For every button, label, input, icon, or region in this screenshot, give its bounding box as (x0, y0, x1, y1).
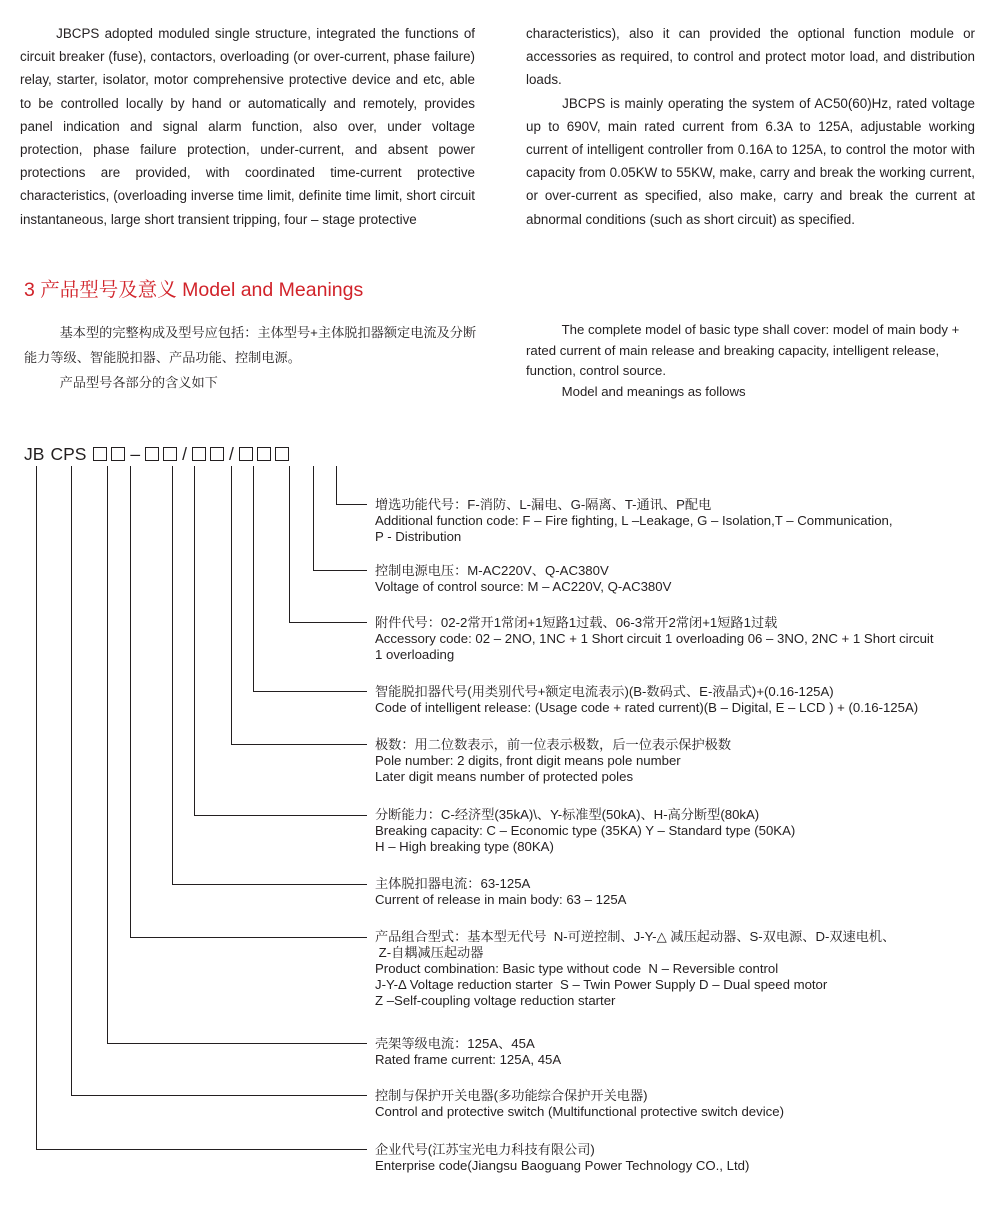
desc-line: 智能脱扣器代号(用类别代号+额定电流表示)(B-数码式、E-液晶式)+(0.16-125A) (375, 684, 834, 699)
desc-line: Additional function code: F – Fire fighting, L –Leakage, G – Isolation,T – Communication, (375, 513, 893, 528)
paragraph: characteristics), also it can provided the optional function module or accessories as required, to control and protect motor load, and distribution loads. (526, 26, 975, 88)
connector-combination (131, 466, 368, 938)
desc-line: 壳架等级电流：125A、45A (375, 1036, 535, 1051)
desc-combination (375, 929, 975, 1009)
desc-line: Control and protective switch (Multifunctional protective switch device) (375, 1104, 784, 1119)
connector-intelligent-release (254, 466, 368, 692)
connector-breaking-capacity (195, 466, 368, 816)
connector-control-voltage (314, 466, 368, 571)
desc-line: 主体脱扣器电流：63-125A (375, 876, 531, 891)
desc-additional-function (375, 497, 975, 545)
section-heading: 3 产品型号及意义 Model and Meanings (24, 279, 364, 301)
model-prefix-jb: JB (24, 443, 45, 464)
desc-line: 增选功能代号：F-消防、L-漏电、G-隔离、T-通讯、P配电 (375, 497, 712, 512)
desc-line: Voltage of control source: M – AC220V, Q-AC380V (375, 579, 672, 594)
paragraph: JBCPS is mainly operating the system of AC50(60)Hz, rated voltage up to 690V, main rated current from 6.3A to 125A, adjustable working current of intelligent controller from 0.16A to 125A, to control the motor with capacity from 0.05KW to 55KW, make, carry and break the working current, or over-current as specified, also make, carry and break the current at abnormal conditions (such as short circuit) as specified. (526, 95, 975, 227)
desc-line: 分断能力：C-经济型(35kA)\、Y-标准型(50kA)、H-高分断型(80kA) (375, 807, 760, 822)
desc-line: 产品组合型式：基本型无代号 N-可逆控制、J-Y-△ 减压起动器、S-双电源、D-双速电机、 (375, 929, 896, 944)
intro-en-line: The complete model of basic type shall cover: model of main body + rated current of main release and breaking capacity, intelligent release, function, control source. (526, 322, 960, 378)
desc-release-current (375, 876, 975, 908)
desc-intelligent-release (375, 684, 975, 716)
desc-line: Breaking capacity: C – Economic type (35KA) Y – Standard type (50KA) (375, 823, 796, 838)
desc-line: Current of release in main body: 63 – 125A (375, 892, 627, 907)
desc-line: J-Y-Δ Voltage reduction starter S – Twin Power Supply D – Dual speed motor (375, 977, 828, 992)
paragraph: JBCPS adopted moduled single structure, integrated the functions of circuit breaker (fuse), contactors, overloading (or over-current, phase failure) relay, starter, isolator, motor comprehensive protective device and etc, able to be controlled locally by hand or automatically and remotely, provides panel indication and signal alarm function, also over, under voltage protection, phase failure protection, under-current, and absent power protections are provided, with coordinated time-current protective characteristics, (overloading inverse time limit, definite time limit, short circuit instantaneous, large short transient tripping, four – stage protective (20, 26, 475, 227)
connector-pole-number (232, 466, 368, 745)
connector-additional-function (337, 466, 368, 505)
desc-line: Product combination: Basic type without code N – Reversible control (375, 961, 779, 976)
desc-control-protective-switch (375, 1088, 975, 1120)
desc-frame-current (375, 1036, 975, 1068)
desc-line: 附件代号：02-2常开1常闭+1短路1过载、06-3常开2常闭+1短路1过载 (375, 615, 778, 630)
desc-breaking-capacity (375, 807, 975, 855)
desc-line: Accessory code: 02 – 2NO, 1NC + 1 Short circuit 1 overloading 06 – 3NO, 2NC + 1 Short circuit (375, 631, 934, 646)
desc-line: Later digit means number of protected poles (375, 769, 634, 784)
connector-frame-current (108, 466, 368, 1044)
desc-line: 控制电源电压：M-AC220V、Q-AC380V (375, 563, 609, 578)
desc-accessory (375, 615, 975, 663)
desc-line: Z-自耦减压起动器 (375, 945, 484, 960)
connector-release-current (173, 466, 368, 885)
desc-control-voltage (375, 563, 975, 595)
connector-cps (72, 466, 368, 1096)
desc-pole-number (375, 737, 975, 785)
intro-zh-line: 产品型号各部分的含义如下 (59, 375, 218, 390)
code-slash: / (229, 443, 234, 464)
desc-line: H – High breaking type (80KA) (375, 839, 554, 854)
connector-enterprise (37, 466, 368, 1150)
desc-line: Pole number: 2 digits, front digit means pole number (375, 753, 681, 768)
desc-line: Code of intelligent release: (Usage code + rated current)(B – Digital, E – LCD ) + (0.16-125A) (375, 700, 919, 715)
connector-accessory (290, 466, 368, 623)
code-dash: – (130, 443, 141, 464)
desc-line: P - Distribution (375, 529, 462, 544)
code-slash: / (182, 443, 188, 464)
intro-zh-line: 基本型的完整构成及型号应包括：主体型号+主体脱扣器额定电流及分断能力等级、智能脱扣器、产品功能、控制电源。 (24, 325, 477, 365)
desc-line: 1 overloading (375, 647, 455, 662)
desc-enterprise-code (375, 1142, 975, 1174)
model-prefix-cps: CPS (50, 443, 87, 464)
desc-line: Z –Self-coupling voltage reduction starter (375, 993, 616, 1008)
desc-line: 企业代号(江苏宝光电力科技有限公司) (375, 1142, 595, 1157)
desc-line: Enterprise code(Jiangsu Baoguang Power Technology CO., Ltd) (375, 1158, 750, 1173)
desc-line: Rated frame current: 125A, 45A (375, 1052, 562, 1067)
desc-line: 控制与保护开关电器(多功能综合保护开关电器) (375, 1088, 648, 1103)
intro-en-line: Model and meanings as follows (561, 383, 746, 399)
desc-line: 极数：用二位数表示，前一位表示极数，后一位表示保护极数 (375, 737, 732, 752)
